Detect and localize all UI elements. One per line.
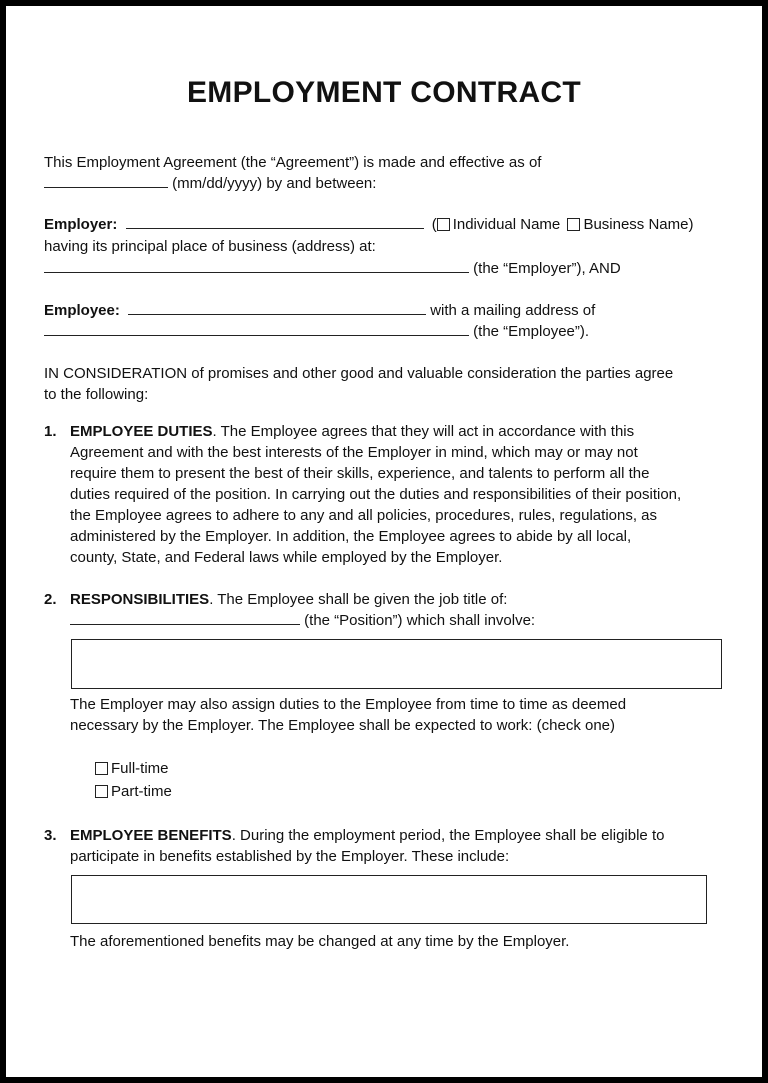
consideration-line-2: to the following: — [44, 386, 149, 403]
employer-label: Employer: — [44, 216, 118, 233]
employee-row — [44, 300, 595, 321]
position-suffix: (the “Position”) which shall involve: — [304, 612, 536, 629]
part-time-label: Part-time — [111, 783, 172, 800]
section-1-text: . The Employee agrees that they will act in accordance with this — [212, 423, 635, 440]
business-name-label: Business Name) — [583, 216, 694, 233]
consideration-line-1: IN CONSIDERATION of promises and other good and valuable consideration the parties agree — [44, 365, 674, 382]
section-3-number: 3. — [44, 827, 57, 844]
employer-address-field[interactable] — [44, 258, 469, 273]
employer-open-paren: ( — [431, 216, 437, 233]
section-3-text: The aforementioned benefits may be changed at any time by the Employer. — [70, 933, 570, 950]
intro-line: This Employment Agreement (the “Agreement”) is made and effective as of — [44, 154, 542, 171]
part-time-option — [95, 781, 172, 802]
section-1-text: duties required of the position. In carrying out the duties and responsibilities of their position, — [70, 486, 682, 503]
position-title-field[interactable] — [70, 610, 300, 625]
section-2-text: necessary by the Employer. The Employee shall be expected to work: (check one) — [70, 717, 616, 734]
document-title: EMPLOYMENT CONTRACT — [186, 76, 581, 109]
individual-name-checkbox[interactable] — [437, 218, 450, 231]
effective-date-row — [44, 173, 376, 194]
full-time-checkbox[interactable] — [95, 762, 108, 775]
date-format-label: (mm/dd/yyyy) by and between: — [172, 175, 377, 192]
section-1-text: the Employee agrees to adhere to any and all policies, procedures, rules, regulations, as — [70, 507, 658, 524]
part-time-checkbox[interactable] — [95, 785, 108, 798]
employer-address-row — [44, 258, 621, 279]
section-2-number: 2. — [44, 591, 57, 608]
full-time-option — [95, 758, 169, 779]
employee-label: Employee: — [44, 302, 120, 319]
section-1-text: Agreement and with the best interests of the Employer in mind, which may or may not — [70, 444, 638, 461]
section-1-text: administered by the Employer. In addition, the Employee agrees to abide by all local, — [70, 528, 632, 545]
section-1-line — [70, 421, 634, 442]
full-time-label: Full-time — [111, 760, 169, 777]
section-3-text: . During the employment period, the Employee shall be eligible to — [231, 827, 665, 844]
section-2-line — [70, 589, 507, 610]
benefits-textbox[interactable] — [71, 875, 707, 924]
section-2-heading: RESPONSIBILITIES — [70, 591, 210, 608]
section-3-text: participate in benefits established by the Employer. These include: — [70, 848, 510, 865]
document-page — [6, 6, 762, 1077]
position-duties-textbox[interactable] — [71, 639, 722, 689]
section-1-number: 1. — [44, 423, 57, 440]
employer-name-field[interactable] — [126, 214, 424, 229]
employer-address-label: having its principal place of business (address) at: — [44, 238, 376, 255]
individual-name-label: Individual Name — [452, 216, 561, 233]
section-2-text: The Employer may also assign duties to the Employee from time to time as deemed — [70, 696, 627, 713]
section-3-line — [70, 825, 664, 846]
section-1-text: county, State, and Federal laws while employed by the Employer. — [70, 549, 503, 566]
section-1-heading: EMPLOYEE DUTIES — [70, 423, 213, 440]
business-name-checkbox[interactable] — [567, 218, 580, 231]
effective-date-field[interactable] — [44, 173, 168, 188]
employee-mailing-label: with a mailing address of — [430, 302, 596, 319]
position-row — [70, 610, 535, 631]
section-2-text: . The Employee shall be given the job title of: — [209, 591, 508, 608]
employee-name-field[interactable] — [128, 300, 426, 315]
employee-address-field[interactable] — [44, 321, 469, 336]
employer-row — [44, 214, 693, 235]
employee-suffix: (the “Employee”). — [473, 323, 590, 340]
section-3-heading: EMPLOYEE BENEFITS — [70, 827, 232, 844]
section-1-text: require them to present the best of their skills, experience, and talents to perform all the — [70, 465, 650, 482]
employer-suffix: (the “Employer”), AND — [473, 260, 621, 277]
employee-address-row — [44, 321, 589, 342]
